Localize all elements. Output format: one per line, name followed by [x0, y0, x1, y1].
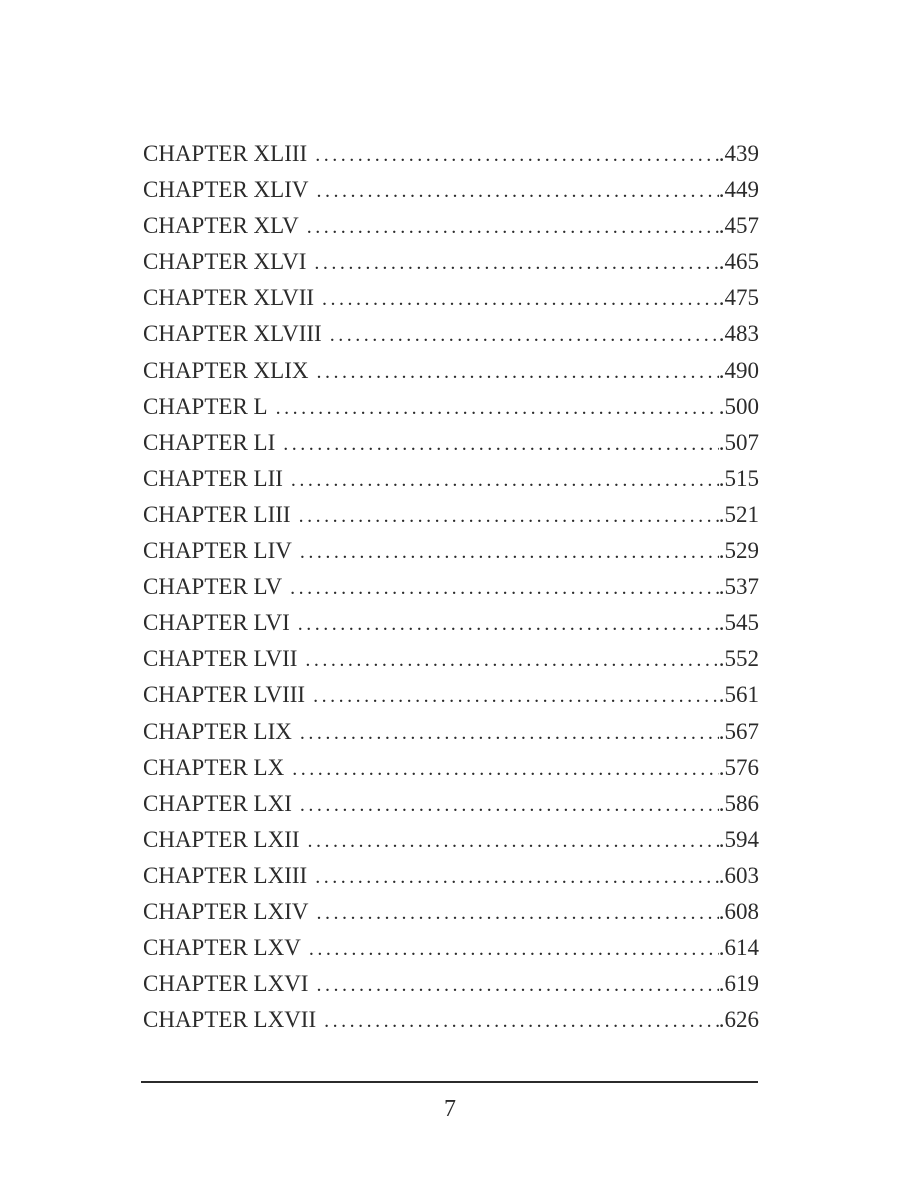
- chapter-title: CHAPTER LXIII: [143, 862, 308, 888]
- toc-entry: [143, 822, 759, 858]
- toc-entry: [143, 966, 759, 1002]
- dot-leader: [315, 137, 719, 173]
- chapter-title: CHAPTER LIII: [143, 501, 291, 527]
- dot-leader: [283, 426, 719, 462]
- chapter-title: CHAPTER LIV: [143, 538, 292, 564]
- chapter-page-number: .465: [718, 249, 759, 275]
- chapter-page-number: .552: [718, 646, 759, 672]
- chapter-title: CHAPTER LVIII: [143, 682, 306, 708]
- chapter-title: CHAPTER LX: [143, 754, 285, 780]
- chapter-page-number: .475: [718, 285, 759, 311]
- dot-leader: [290, 570, 719, 606]
- toc-entry: [143, 425, 759, 461]
- chapter-page-number: .545: [718, 610, 759, 636]
- chapter-title: CHAPTER LXII: [143, 826, 300, 852]
- chapter-title: CHAPTER LII: [143, 465, 283, 491]
- toc-entry: [143, 858, 759, 894]
- chapter-page-number: .614: [718, 935, 759, 961]
- chapter-title: CHAPTER LIX: [143, 718, 292, 744]
- dot-leader: [315, 859, 719, 895]
- chapter-page-number: .567: [718, 718, 759, 744]
- toc-entry: [143, 1002, 759, 1038]
- toc-entry: [143, 280, 759, 316]
- chapter-page-number: .608: [718, 898, 759, 924]
- chapter-title: CHAPTER LXV: [143, 935, 301, 961]
- dot-leader: [307, 209, 719, 245]
- chapter-page-number: .537: [718, 574, 759, 600]
- chapter-page-number: .507: [718, 429, 759, 455]
- dot-leader: [313, 678, 719, 714]
- toc-entry: [143, 244, 759, 280]
- dot-leader: [305, 642, 718, 678]
- toc-entry: [143, 750, 759, 786]
- dot-leader: [300, 534, 719, 570]
- chapter-title: CHAPTER LV: [143, 574, 283, 600]
- footer-rule: [141, 1081, 758, 1083]
- dot-leader: [299, 498, 719, 534]
- toc-entry: [143, 605, 759, 641]
- dot-leader: [292, 751, 719, 787]
- chapter-page-number: .594: [718, 826, 759, 852]
- toc-entry: [143, 461, 759, 497]
- toc-entry: [143, 172, 759, 208]
- dot-leader: [314, 245, 718, 281]
- toc-entry: [143, 136, 759, 172]
- dot-leader: [300, 787, 719, 823]
- toc-entry: [143, 316, 759, 352]
- dot-leader: [300, 715, 719, 751]
- toc-entry: [143, 641, 759, 677]
- toc-entry: [143, 208, 759, 244]
- chapter-page-number: .603: [718, 862, 759, 888]
- chapter-title: CHAPTER XLVII: [143, 285, 315, 311]
- chapter-page-number: .561: [718, 682, 759, 708]
- dot-leader: [316, 895, 718, 931]
- dot-leader: [322, 281, 719, 317]
- chapter-page-number: .619: [718, 971, 759, 997]
- page-number: 7: [444, 1096, 456, 1122]
- toc-entry: [143, 714, 759, 750]
- chapter-page-number: .500: [718, 393, 759, 419]
- chapter-page-number: .576: [718, 754, 759, 780]
- chapter-page-number: .521: [718, 501, 759, 527]
- dot-leader: [298, 606, 719, 642]
- chapter-page-number: .449: [718, 177, 759, 203]
- toc-entry: [143, 353, 759, 389]
- toc-entry: [143, 930, 759, 966]
- chapter-page-number: .457: [718, 213, 759, 239]
- chapter-page-number: .490: [718, 357, 759, 383]
- table-of-contents: [143, 136, 759, 1038]
- chapter-page-number: .626: [718, 1007, 759, 1033]
- chapter-title: CHAPTER LXI: [143, 790, 292, 816]
- chapter-title: CHAPTER LVI: [143, 610, 290, 636]
- dot-leader: [276, 390, 719, 426]
- chapter-title: CHAPTER XLIII: [143, 141, 308, 166]
- chapter-title: CHAPTER LI: [143, 429, 276, 455]
- dot-leader: [316, 967, 718, 1003]
- dot-leader: [330, 317, 719, 353]
- toc-entry: [143, 533, 759, 569]
- chapter-title: CHAPTER XLV: [143, 213, 299, 239]
- chapter-title: CHAPTER XLIV: [143, 177, 309, 203]
- toc-entry: [143, 786, 759, 822]
- toc-entry: [143, 389, 759, 425]
- dot-leader: [316, 173, 718, 209]
- toc-entry: [143, 497, 759, 533]
- dot-leader: [316, 354, 718, 390]
- chapter-title: CHAPTER LXIV: [143, 898, 309, 924]
- dot-leader: [309, 931, 719, 967]
- dot-leader: [291, 462, 719, 498]
- chapter-page-number: .586: [718, 790, 759, 816]
- chapter-page-number: .439: [718, 141, 759, 166]
- chapter-title: CHAPTER LXVI: [143, 971, 309, 997]
- chapter-title: CHAPTER XLVIII: [143, 321, 322, 347]
- chapter-title: CHAPTER L: [143, 393, 268, 419]
- toc-entry: [143, 677, 759, 713]
- chapter-title: CHAPTER LVII: [143, 646, 298, 672]
- chapter-title: CHAPTER LXVII: [143, 1007, 317, 1033]
- chapter-title: CHAPTER XLVI: [143, 249, 307, 275]
- chapter-page-number: .529: [718, 538, 759, 564]
- dot-leader: [324, 1003, 719, 1039]
- toc-entry: [143, 569, 759, 605]
- chapter-page-number: .483: [718, 321, 759, 347]
- chapter-page-number: .515: [718, 465, 759, 491]
- chapter-title: CHAPTER XLIX: [143, 357, 309, 383]
- dot-leader: [308, 823, 719, 859]
- toc-entry: [143, 894, 759, 930]
